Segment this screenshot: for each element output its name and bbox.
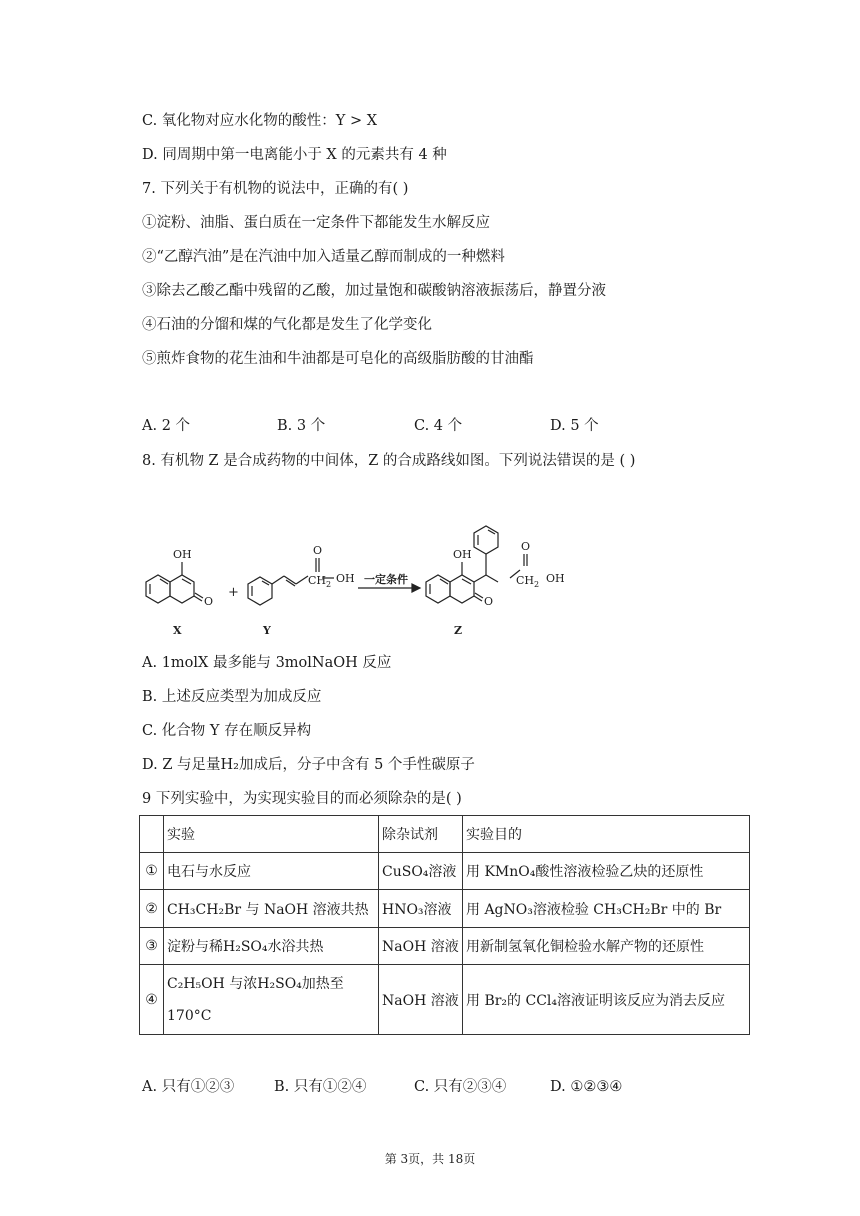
header-experiment: 实验 (164, 816, 379, 853)
q6-option-c-text (142, 111, 377, 131)
q8-option-c: C. 化合物 Y 存在顺反异构 (142, 723, 312, 739)
q7-statement-5: ⑤煎炸食物的花生油和牛油都是可皂化的高级脂肪酸的甘油酯 (142, 351, 534, 367)
header-blank (140, 816, 164, 853)
row-reagent: HNO₃溶液 (379, 890, 463, 928)
q7-statement-1: ①淀粉、油脂、蛋白质在一定条件下都能发生水解反应 (142, 215, 490, 231)
arrow-condition-label: 一定条件 (364, 573, 408, 586)
row-purpose: 用新制氢氧化铜检验水解产物的还原性 (463, 928, 750, 965)
q6-option-c-body: 氧化物对应水化物的酸性：Y > X (161, 113, 378, 129)
row-number: ③ (140, 928, 164, 965)
x-label: X (173, 624, 182, 637)
table-row (140, 890, 750, 928)
table-row (140, 853, 750, 890)
q7-option-b: B. 3 个 (277, 418, 326, 434)
q6-option-c-letter: C. (142, 113, 158, 129)
z-label: Z (454, 624, 463, 637)
plus-sign: + (228, 585, 239, 600)
row-experiment: 淀粉与稀H₂SO₄水浴共热 (164, 928, 379, 965)
q9-stem: 9 下列实验中，为实现实验目的而必须除杂的是( ) (142, 791, 462, 807)
x-oh-label: OH (173, 548, 192, 561)
q9-option-d: D. ①②③④ (550, 1079, 623, 1095)
q9-option-c: C. 只有②③④ (414, 1079, 507, 1095)
page-footer: 第 3页，共 18页 (384, 1152, 476, 1166)
row-experiment: 电石与水反应 (164, 853, 379, 890)
y-ch2-sub: 2 (326, 580, 332, 589)
z-ch2-text: CH (516, 574, 535, 587)
row-number: ② (140, 890, 164, 928)
q8-option-b: B. 上述反应类型为加成反应 (142, 689, 322, 705)
q7-option-a: A. 2 个 (142, 418, 191, 434)
y-o-label: O (313, 544, 323, 557)
q9-option-a: A. 只有①②③ (142, 1079, 235, 1095)
row-experiment: CH₃CH₂Br 与 NaOH 溶液共热 (164, 890, 379, 928)
q7-option-d: D. 5 个 (550, 418, 599, 434)
q9-table (139, 815, 750, 1035)
q9-option-b: B. 只有①②④ (274, 1079, 367, 1095)
z-ch2-sub: 2 (534, 580, 540, 589)
q8-stem: 8. 有机物 Z 是合成药物的中间体，Z 的合成路线如图。下列说法错误的是 ( ) (142, 453, 636, 469)
row-purpose: 用 AgNO₃溶液检验 CH₃CH₂Br 中的 Br (463, 890, 750, 928)
table-header-row (140, 816, 750, 853)
q6-option-d-body: 同周期中第一电离能小于 X 的元素共有 4 种 (162, 147, 447, 163)
q7-stem: 7. 下列关于有机物的说法中，正确的有( ) (142, 181, 409, 197)
row-reagent: CuSO₄溶液 (379, 853, 463, 890)
z-oh-label: OH (453, 548, 472, 561)
row-experiment (164, 965, 379, 1035)
q7-statement-2: ②“乙醇汽油”是在汽油中加入适量乙醇而制成的一种燃料 (142, 249, 505, 265)
reaction-scheme-figure (140, 512, 580, 642)
q8-option-a: A. 1molX 最多能与 3molNaOH 反应 (142, 655, 392, 671)
table-row (140, 965, 750, 1035)
row-experiment-line1: C₂H₅OH 与浓H₂SO₄加热至 (167, 975, 344, 992)
row-reagent: NaOH 溶液 (379, 965, 463, 1035)
q6-option-d-letter: D. (142, 147, 158, 163)
z-oh-acid-label: OH (546, 572, 565, 585)
row-experiment-line2: 170°C (167, 1007, 212, 1024)
compound-z (426, 526, 527, 603)
table-row (140, 928, 750, 965)
y-label: Y (263, 624, 271, 637)
q6-option-d (142, 145, 447, 165)
q7-statement-4: ④石油的分馏和煤的气化都是发生了化学变化 (142, 317, 432, 333)
header-reagent: 除杂试剂 (379, 816, 463, 853)
row-purpose: 用 Br₂的 CCl₄溶液证明该反应为消去反应 (463, 965, 750, 1035)
row-number: ④ (140, 965, 164, 1035)
row-reagent: NaOH 溶液 (379, 928, 463, 965)
y-oh-label: OH (336, 572, 355, 585)
q7-statement-3: ③除去乙酸乙酯中残留的乙酸，加过量饱和碳酸钠溶液振荡后，静置分液 (142, 283, 606, 299)
row-number: ① (140, 853, 164, 890)
compound-x (146, 562, 203, 603)
x-o-label: O (204, 595, 214, 608)
y-ch2-text: CH (308, 574, 327, 587)
header-purpose: 实验目的 (463, 816, 750, 853)
reaction-arrowhead (412, 584, 420, 592)
z-o-top-label: O (521, 540, 531, 553)
row-purpose: 用 KMnO₄酸性溶液检验乙炔的还原性 (463, 853, 750, 890)
q8-option-d: D. Z 与足量H₂加成后，分子中含有 5 个手性碳原子 (142, 757, 475, 773)
y-ch2-label (308, 574, 331, 589)
q7-option-c: C. 4 个 (414, 418, 463, 434)
z-o-label: O (484, 595, 494, 608)
z-ch2-label (516, 574, 539, 589)
